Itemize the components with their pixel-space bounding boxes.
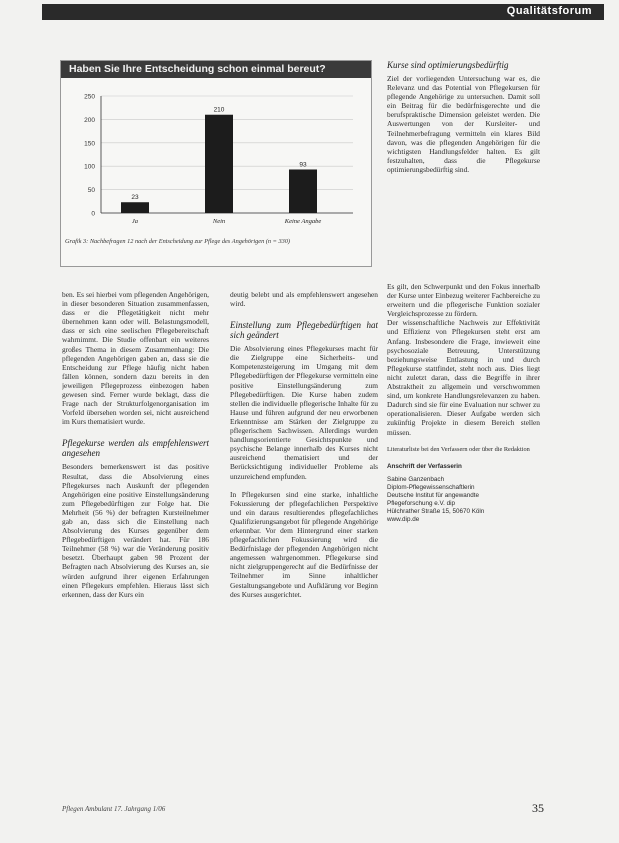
author-line: www.dip.de <box>387 515 420 523</box>
chart-title: Haben Sie Ihre Entscheidung schon einmal bereut? <box>69 63 326 75</box>
y-tick-label: 150 <box>84 140 95 148</box>
bar <box>289 169 317 213</box>
paragraph: Besonders bemerkenswert ist das positive Resultat, dass die Absolvierung eines Pflegekurses nach Auskunft der pflegenden Angehörigen eine positive Einstellungsänderung zum Pflegebedürftigen zur Folge hat. Die Mehrheit (56 %) der befragten Kursteilnehmer gab an, dass sich die Einstellung nach Absolvierung des Kurses gegenüber dem Pflegebedürftigen verändert hat. Für 186 Teilnehmer (58 %) war die Veränderung positiv besetzt. Überhaupt gaben 98 Prozent der Befragten nach Absolvierung des Kurses an, sie würden aufgrund ihrer eigenen Erfahrungen einen Pflegekurs empfehlen. Hieraus lässt sich erkennen, dass der Kurs ein <box>62 462 209 599</box>
author-line: Diplom-Pflegewissenschaftlerin <box>387 483 475 491</box>
text-column-2 <box>230 290 378 798</box>
chart-caption: Grafik 3: Nachbefragen 12 nach der Entscheidung zur Pflege des Angehörigen (n = 330) <box>65 238 291 245</box>
subheading: Kurse sind optimierungsbedürftig <box>387 60 509 70</box>
author-line: Deutsche Institut für angewandte <box>387 491 480 499</box>
author-line: Sabine Ganzenbach <box>387 475 445 483</box>
data-label: 23 <box>131 194 139 202</box>
bar <box>121 202 149 213</box>
y-tick-label: 50 <box>87 187 95 195</box>
paragraph: deutig belebt und als empfehlenswert angesehen wird. <box>230 290 378 309</box>
x-tick-label: Ja <box>131 218 139 225</box>
y-tick-label: 0 <box>91 210 95 218</box>
page-number: 35 <box>532 801 544 815</box>
paragraph: Die Absolvierung eines Pflegekurses macht für die Zielgruppe eine Sicherheits- und Kompetenzsteigerung im Umgang mit dem Pflegebedürftigen der Pflegekurse vermitteln eine positive Einstellungsänderung zum Pflegebedürftigen. Die Kurse haben zudem stellen die individuelle pflegerische Inhalte für zu Hause und führen aufgrund der neu erworbenen Erkenntnisse am Stärken der Zielgruppe zu pflegerischem Sachwissen. Allerdings wurden handlungsorientierte Gesichtspunkte und psychische Belange innerhalb des Kurses nicht ausreichend thematisiert und der Berücksichtigung individueller Probleme als unzureichend empfunden. <box>230 344 378 481</box>
text-column-3 <box>387 60 540 265</box>
x-tick-label: Keine Angabe <box>284 218 322 225</box>
subheading: Pflegekurse werden als empfehlenswert angesehen <box>62 438 209 459</box>
paragraph: Der wissenschaftliche Nachweis zur Effektivität und Effizienz von Pflegekursen steht erst am Anfang. Insbesondere die Frage, inwieweit eine psychosoziale Betreuung, Unterstützung beziehungsweise Entlastung in und durch Pflegekurse stattfindet, steht noch aus. Dies liegt nicht zuletzt daran, dass die Begriffe in ihrer Abstraktheit zu allgemein und verschwommen sind, um konkrete Handlungsrelevanzen zu haben. Dadurch sind sie für eine Evaluation nur schwer zu operationalisieren. Dieser Aufgabe werden sich zukünftig Projekte in diesem Bereich stellen müssen. <box>387 318 540 437</box>
paragraph: Ziel der vorliegenden Untersuchung war es, die Relevanz und das Potential von Pflegekursen für pflegende Angehörige zu untersuchen. Damit soll ein Beitrag für die bedürfnisgerechte und die berufspraktische Dimension geleistet werden. Die Auswertungen von der Kursleiter- und Teilnehmerbefragung vermitteln ein klares Bild davon, was die pflegenden Angehörigen für die wichtigsten Handlungsfelder halten. Es gilt festzuhalten, dass die Pflegekurse optimierungsbedürftig sind. <box>387 74 540 174</box>
author-line: Pflegeforschung e.V. dip <box>387 499 456 507</box>
bar <box>205 115 233 213</box>
data-label: 210 <box>213 106 225 114</box>
x-tick-label: Nein <box>212 218 226 225</box>
literature-note: Literaturliste bei den Verfassern oder über die Redaktion <box>387 445 530 453</box>
author-line: Hülchrather Straße 15, 50670 Köln <box>387 507 485 515</box>
section-title: Qualitätsforum <box>506 5 592 17</box>
paragraph: ben. Es sei hierbei vom pflegenden Angehörigen, in dieser besonderen Situation zusammenfassen, dass er die Pflegetätigkeit nicht mehr übernehmen kann oder will. Belastungsmodell, dass er sich eine seelischen Pflegebereitschaft wahrnimmt. Die Studie offenbart ein weiteres großes Thema in diesem Zusammenhang: Die pflegenden Angehörigen gaben an, dass sie die Entscheidung zur Pflege häufig nicht haben fällen können, sondern dazu bereits in den jeweiligen Pflegeprozess einbezogen haben gewesen sind. Ferner wurde beklagt, dass die Frage nach der Strukturfolgenorganisation im Vorfeld übersehen worden sei, nicht ausreichend im Kurs thematisiert wurde. <box>62 290 209 427</box>
text-column-1 <box>62 290 209 820</box>
data-label: 93 <box>299 161 307 169</box>
paragraph: Es gilt, den Schwerpunkt und den Fokus innerhalb der Kurse unter Einbezug weiterer Fachbereiche zu erweitern und die pflegerische Funktion sozialer Vergleichsprozesse zu fördern. <box>387 282 540 319</box>
paragraph: In Pflegekursen sind eine starke, inhaltliche Fokussierung der pflegefachlichen Perspektive und ein daraus resultierendes pflegefachliches Qualifizierungsangebot für pflegende Angehörige erkennbar. Vor dem Hintergrund einer starken pflegefachlichen Fokussierung wird die Bedürfnislage der pflegenden Angehörigen nicht angemessen wahrgenommen. Pflegekurse sind nicht zielgruppengerecht auf die Bedürfnisse der Teilnehmer im Sinne inhaltlicher Gestaltungsangebote und Aufklärung vor Beginn des Kurses ausgerichtet. <box>230 489 378 599</box>
author-label: Anschrift der Verfasserin <box>387 462 462 470</box>
y-tick-label: 200 <box>84 116 95 124</box>
chart-header <box>61 61 371 78</box>
chart-box <box>60 60 372 267</box>
y-tick-label: 250 <box>84 93 95 101</box>
y-tick-label: 100 <box>84 163 95 171</box>
journal-footer: Pflegen Ambulant 17. Jahrgang 1/06 <box>62 805 166 813</box>
header-bar <box>42 4 604 20</box>
text-column-4 <box>387 282 540 602</box>
bar-chart <box>61 78 371 238</box>
subheading: Einstellung zum Pflegebedürftigen hat sich geändert <box>230 320 378 341</box>
